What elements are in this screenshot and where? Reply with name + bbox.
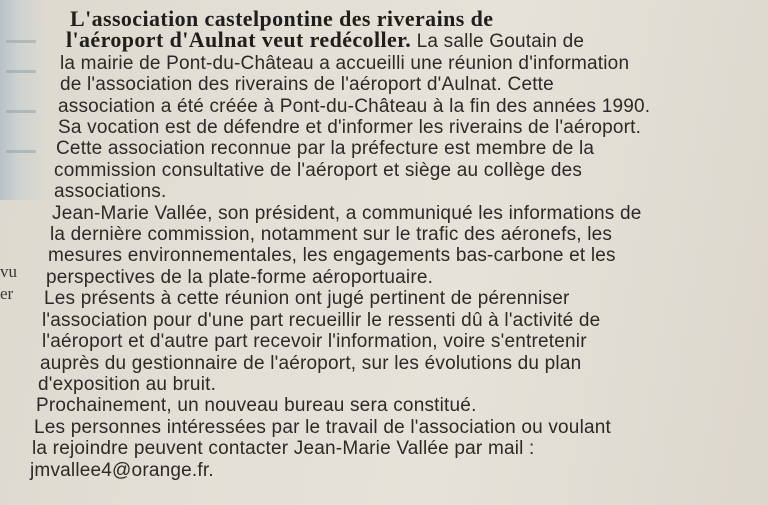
- text-line: Jean-Marie Vallée, son président, a communiqué les informations de: [52, 202, 642, 224]
- headline: L'association castelpontine des riverains de: [70, 6, 494, 31]
- text-line: associations.: [54, 181, 167, 203]
- text-line: la dernière commission, notamment sur le trafic des aéronefs, les: [50, 224, 613, 246]
- text-line: de l'association des riverains de l'aéroport d'Aulnat. Cette: [60, 74, 554, 96]
- text-line: auprès du gestionnaire de l'aéroport, sur les évolutions du plan: [40, 352, 582, 374]
- headline: l'aéroport d'Aulnat veut redécoller.: [66, 27, 412, 53]
- text-line: l'association pour d'une part recueillir le ressenti dû à l'activité de: [42, 309, 601, 331]
- lead-text: La salle Goutain de: [411, 31, 585, 53]
- text-line: d'exposition au bruit.: [38, 373, 217, 395]
- text-line: association a été créée à Pont-du-Château à la fin des années 1990.: [58, 95, 651, 117]
- article: [30, 8, 765, 481]
- text-line: Les personnes intéressées par le travail de l'association ou voulant: [34, 416, 612, 438]
- headline-line-2: [66, 29, 768, 52]
- text-line: Cette association reconnue par la préfecture est membre de la: [56, 138, 595, 160]
- margin-fragment: er: [0, 284, 14, 303]
- text-line: la mairie de Pont-du-Château a accueilli une réunion d'information: [60, 52, 630, 74]
- text-line: Sa vocation est de défendre et d'informer les riverains de l'aéroport.: [58, 117, 642, 139]
- text-line: Prochainement, un nouveau bureau sera constitué.: [36, 395, 477, 417]
- text-line: la rejoindre peuvent contacter Jean-Marie Vallée par mail :: [32, 438, 535, 460]
- margin-fragment: vu: [0, 262, 17, 281]
- text-line: jmvallee4@orange.fr.: [30, 459, 214, 481]
- text-line: l'aéroport et d'autre part recevoir l'information, voire s'entretenir: [42, 331, 587, 353]
- text-line: commission consultative de l'aéroport et siège au collège des: [54, 159, 583, 181]
- text-line: perspectives de la plate-forme aéroportuaire.: [46, 266, 434, 288]
- text-line: Les présents à cette réunion ont jugé pertinent de pérenniser: [44, 288, 570, 310]
- text-line: mesures environnementales, les engagements bas-carbone et les: [48, 245, 616, 267]
